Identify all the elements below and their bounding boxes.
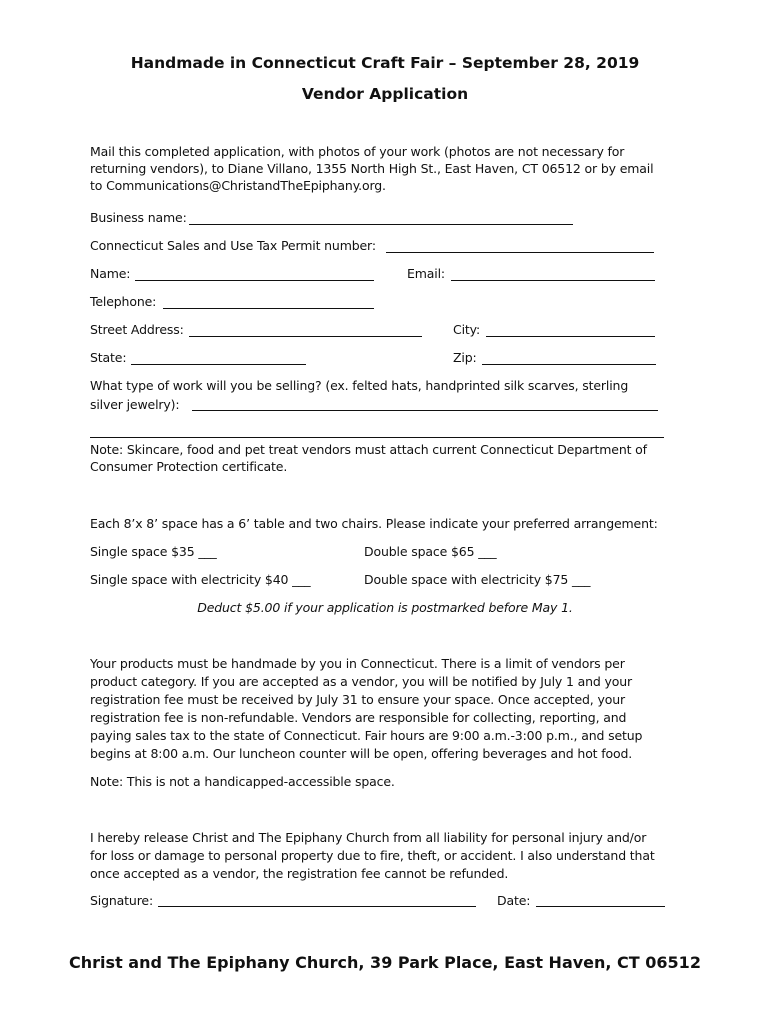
double-space-option[interactable]: Double space $65 ___ [364, 544, 497, 559]
rules-line: registration fee must be received by July 31 to ensure your space. Once accepted, your [90, 692, 625, 707]
work-type-field[interactable] [192, 410, 658, 411]
rules-line: registration fee is non-refundable. Vendors are responsible for collecting, reporting, and [90, 710, 627, 725]
street-address-field[interactable] [189, 336, 422, 337]
space-intro: Each 8’x 8’ space has a 6’ table and two chairs. Please indicate your preferred arrangement: [90, 516, 658, 531]
tax-permit-field[interactable] [386, 252, 654, 253]
street-address-label: Street Address: [90, 322, 184, 337]
city-field[interactable] [486, 336, 655, 337]
intro-line: to Communications@ChristandTheEpiphany.org. [90, 178, 386, 193]
intro-line: returning vendors), to Diane Villano, 1355 North High St., East Haven, CT 06512 or by email [90, 161, 654, 176]
work-question: silver jewelry): [90, 397, 180, 412]
release-line: for loss or damage to personal property due to fire, theft, or accident. I also understand that [90, 848, 655, 863]
double-space-electricity-option[interactable]: Double space with electricity $75 ___ [364, 572, 591, 587]
name-field[interactable] [135, 280, 374, 281]
single-space-option[interactable]: Single space $35 ___ [90, 544, 217, 559]
state-field[interactable] [131, 364, 306, 365]
work-question: What type of work will you be selling? (ex. felted hats, handprinted silk scarves, sterling [90, 378, 629, 393]
telephone-label: Telephone: [90, 294, 157, 309]
state-label: State: [90, 350, 127, 365]
business-name-field[interactable] [189, 224, 573, 225]
footer-address: Christ and The Epiphany Church, 39 Park Place, East Haven, CT 06512 [69, 953, 701, 972]
zip-field[interactable] [482, 364, 656, 365]
date-label: Date: [497, 893, 531, 908]
certificate-note: Consumer Protection certificate. [90, 459, 288, 474]
page-subtitle: Vendor Application [301, 85, 469, 103]
rules-line: Your products must be handmade by you in Connecticut. There is a limit of vendors per [90, 656, 625, 671]
discount-note: Deduct $5.00 if your application is postmarked before May 1. [197, 600, 573, 615]
certificate-note: Note: Skincare, food and pet treat vendors must attach current Connecticut Department of [90, 442, 647, 457]
telephone-field[interactable] [163, 308, 374, 309]
intro-line: Mail this completed application, with photos of your work (photos are not necessary for [90, 144, 625, 159]
rules-line: paying sales tax to the state of Connecticut. Fair hours are 9:00 a.m.-3:00 p.m., and setup [90, 728, 643, 743]
zip-label: Zip: [453, 350, 477, 365]
page-title: Handmade in Connecticut Craft Fair – September 28, 2019 [130, 54, 640, 72]
business-name-label: Business name: [90, 210, 187, 225]
accessibility-note: Note: This is not a handicapped-accessible space. [90, 774, 395, 789]
date-field[interactable] [536, 906, 665, 907]
single-space-electricity-option[interactable]: Single space with electricity $40 ___ [90, 572, 311, 587]
signature-field[interactable] [158, 906, 476, 907]
rules-line: begins at 8:00 a.m. Our luncheon counter will be open, offering beverages and hot food. [90, 746, 633, 761]
rules-line: product category. If you are accepted as a vendor, you will be notified by July 1 and your [90, 674, 632, 689]
release-line: I hereby release Christ and The Epiphany Church from all liability for personal injury and/or [90, 830, 647, 845]
city-label: City: [453, 322, 481, 337]
name-label: Name: [90, 266, 131, 281]
release-line: once accepted as a vendor, the registration fee cannot be refunded. [90, 866, 509, 881]
tax-permit-label: Connecticut Sales and Use Tax Permit number: [90, 238, 376, 253]
email-label: Email: [407, 266, 445, 281]
signature-label: Signature: [90, 893, 154, 908]
work-type-field-line2[interactable] [90, 437, 664, 438]
email-field[interactable] [451, 280, 655, 281]
